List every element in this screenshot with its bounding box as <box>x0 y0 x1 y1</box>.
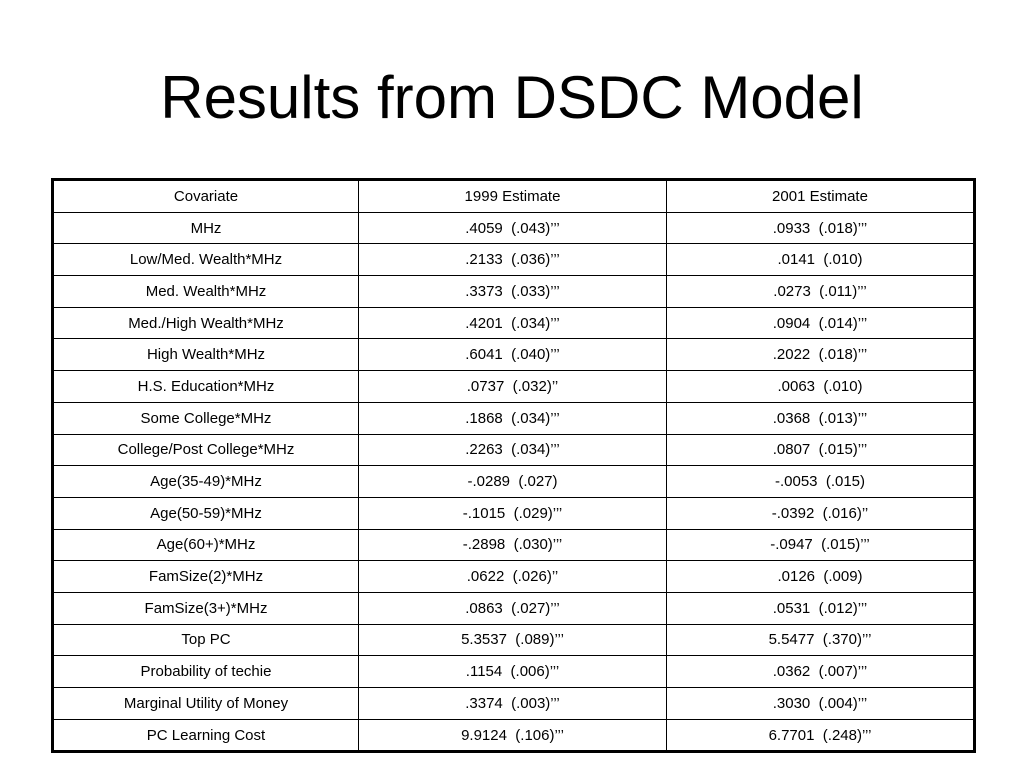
table-header-row <box>53 180 975 213</box>
covariate-cell: Med. Wealth*MHz <box>53 276 359 308</box>
estimate-1999-cell: -.2898 (.030)’’’ <box>359 529 667 561</box>
estimate-2001-cell: -.0947 (.015)’’’ <box>667 529 975 561</box>
estimate-1999-cell: .1154 (.006)’’’ <box>359 656 667 688</box>
covariate-cell: Top PC <box>53 624 359 656</box>
covariate-cell: College/Post College*MHz <box>53 434 359 466</box>
table-row <box>53 466 975 498</box>
covariate-cell: PC Learning Cost <box>53 719 359 752</box>
covariate-cell: Some College*MHz <box>53 402 359 434</box>
estimate-1999-cell: .2133 (.036)’’’ <box>359 244 667 276</box>
table-row <box>53 497 975 529</box>
estimate-1999-cell: 5.3537 (.089)’’’ <box>359 624 667 656</box>
covariate-cell: H.S. Education*MHz <box>53 371 359 403</box>
table-row <box>53 212 975 244</box>
estimate-1999-cell: .2263 (.034)’’’ <box>359 434 667 466</box>
estimate-1999-cell: .3374 (.003)’’’ <box>359 688 667 720</box>
estimate-2001-cell: .0126 (.009) <box>667 561 975 593</box>
table-row <box>53 307 975 339</box>
covariate-cell: MHz <box>53 212 359 244</box>
estimate-2001-cell: .0368 (.013)’’’ <box>667 402 975 434</box>
estimate-1999-cell: 9.9124 (.106)’’’ <box>359 719 667 752</box>
header-covariate: Covariate <box>53 180 359 213</box>
estimate-2001-cell: 6.7701 (.248)’’’ <box>667 719 975 752</box>
table-row <box>53 624 975 656</box>
estimate-2001-cell: -.0053 (.015) <box>667 466 975 498</box>
slide-title: Results from DSDC Model <box>160 64 864 131</box>
table-row <box>53 656 975 688</box>
table-row <box>53 339 975 371</box>
estimate-2001-cell: .0362 (.007)’’’ <box>667 656 975 688</box>
estimate-1999-cell: -.1015 (.029)’’’ <box>359 497 667 529</box>
estimate-2001-cell: .0273 (.011)’’’ <box>667 276 975 308</box>
table-row <box>53 276 975 308</box>
estimate-2001-cell: .0063 (.010) <box>667 371 975 403</box>
estimate-1999-cell: .3373 (.033)’’’ <box>359 276 667 308</box>
estimate-2001-cell: .2022 (.018)’’’ <box>667 339 975 371</box>
table-row <box>53 719 975 752</box>
header-1999-estimate: 1999 Estimate <box>359 180 667 213</box>
estimate-1999-cell: -.0289 (.027) <box>359 466 667 498</box>
covariate-cell: Age(60+)*MHz <box>53 529 359 561</box>
covariate-cell: High Wealth*MHz <box>53 339 359 371</box>
table-row <box>53 529 975 561</box>
covariate-cell: FamSize(2)*MHz <box>53 561 359 593</box>
estimate-1999-cell: .4201 (.034)’’’ <box>359 307 667 339</box>
estimate-2001-cell: .0933 (.018)’’’ <box>667 212 975 244</box>
table-row <box>53 688 975 720</box>
table-row <box>53 434 975 466</box>
header-2001-estimate: 2001 Estimate <box>667 180 975 213</box>
covariate-cell: Marginal Utility of Money <box>53 688 359 720</box>
estimate-1999-cell: .1868 (.034)’’’ <box>359 402 667 434</box>
table-row <box>53 244 975 276</box>
estimate-2001-cell: .0904 (.014)’’’ <box>667 307 975 339</box>
estimate-1999-cell: .6041 (.040)’’’ <box>359 339 667 371</box>
table-row <box>53 371 975 403</box>
estimate-2001-cell: .0531 (.012)’’’ <box>667 592 975 624</box>
table-row <box>53 561 975 593</box>
estimate-2001-cell: .0807 (.015)’’’ <box>667 434 975 466</box>
estimate-1999-cell: .4059 (.043)’’’ <box>359 212 667 244</box>
estimate-2001-cell: .0141 (.010) <box>667 244 975 276</box>
covariate-cell: FamSize(3+)*MHz <box>53 592 359 624</box>
table-row <box>53 592 975 624</box>
estimate-1999-cell: .0622 (.026)’’ <box>359 561 667 593</box>
covariate-cell: Low/Med. Wealth*MHz <box>53 244 359 276</box>
estimate-2001-cell: -.0392 (.016)’’ <box>667 497 975 529</box>
estimate-1999-cell: .0737 (.032)’’ <box>359 371 667 403</box>
estimate-1999-cell: .0863 (.027)’’’ <box>359 592 667 624</box>
table-row <box>53 402 975 434</box>
covariate-cell: Probability of techie <box>53 656 359 688</box>
estimate-2001-cell: .3030 (.004)’’’ <box>667 688 975 720</box>
covariate-cell: Age(50-59)*MHz <box>53 497 359 529</box>
covariate-cell: Age(35-49)*MHz <box>53 466 359 498</box>
results-table <box>51 178 976 753</box>
estimate-2001-cell: 5.5477 (.370)’’’ <box>667 624 975 656</box>
covariate-cell: Med./High Wealth*MHz <box>53 307 359 339</box>
